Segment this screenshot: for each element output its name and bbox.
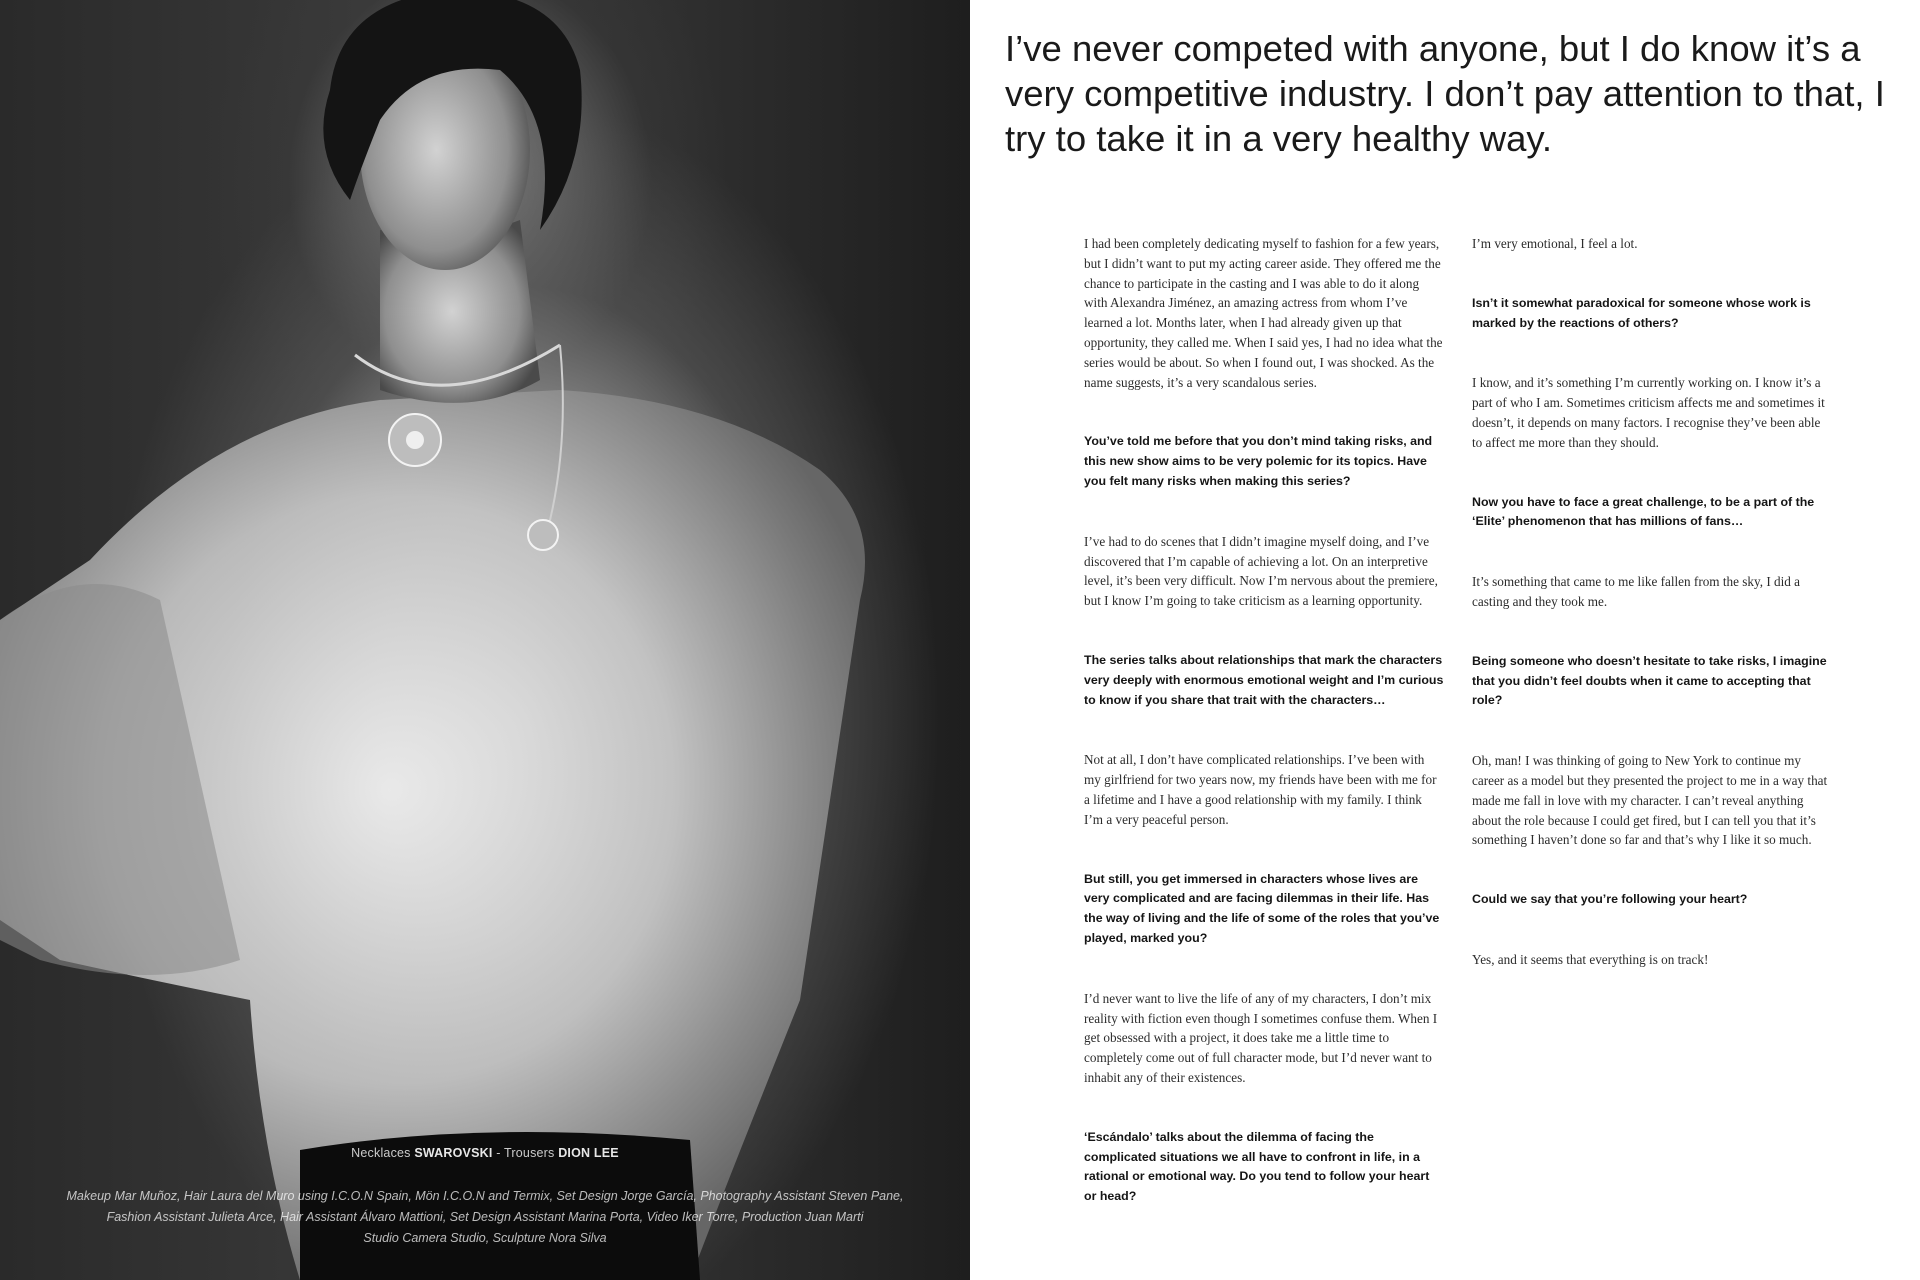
- crew-credit-line: Makeup Mar Muñoz, Hair Laura del Muro using I.C.O.N Spain, Mön I.C.O.N and Termix, Set Design Jorge García, Photography Assistant Steven Pane,: [66, 1189, 904, 1203]
- interview-answer: I’ve had to do scenes that I didn’t imagine myself doing, and I’ve discovered that I’m capable of achieving a lot. On an interpretive level, it’s been very difficult. Now I’m nervous about the premiere, but I know I’m going to take criticism as a learning opportunity.: [1084, 533, 1438, 609]
- interview-question: Now you have to face a great challenge, to be a part of the ‘Elite’ phenomenon that has millions of fans…: [1472, 494, 1815, 529]
- interview-answer: Yes, and it seems that everything is on track!: [1472, 951, 1709, 967]
- trousers-label: Trousers: [504, 1146, 555, 1160]
- interview-answer: I’d never want to live the life of any of my characters, I don’t mix reality with fiction even though I sometimes confuse them. When I get obsessed with a project, it does take me a little time to completely come out of full character mode, but I’d never want to inhabit any of their existences.: [1084, 990, 1438, 1085]
- interview-question: Isn’t it somewhat paradoxical for someone whose work is marked by the reactions of others?: [1472, 295, 1811, 330]
- interview-question: Could we say that you’re following your heart?: [1472, 892, 1748, 907]
- interview-answer: Oh, man! I was thinking of going to New York to continue my career as a model but they presented the project to me in a way that made me fall in love with my character. I can’t reveal anything about the role because I could get fired, but I can tell you that it’s something I haven’t done so far and that’s why I like it so much.: [1472, 753, 1828, 848]
- necklaces-brand: SWAROVSKI: [414, 1146, 493, 1160]
- crew-credit-line: Studio Camera Studio, Sculpture Nora Silva: [363, 1231, 607, 1245]
- interview-answer: I’m very emotional, I feel a lot.: [1472, 236, 1638, 251]
- interview-question: You’ve told me before that you don’t mind taking risks, and this new show aims to be very polemic for its topics. Have you felt many risks when making this series?: [1084, 434, 1433, 488]
- interview-answer: I know, and it’s something I’m currently working on. I know it’s a part of who I am. Sometimes criticism affects me and sometimes it doesn’t, it depends on many factors. I recognise they’ve been able to affect me more than they should.: [1472, 375, 1825, 450]
- trousers-brand: DION LEE: [558, 1146, 619, 1160]
- interview-answer: Not at all, I don’t have complicated relationships. I’ve been with my girlfriend for two years now, my friends have been with me for a lifetime and I have a good relationship with my family. I think I’m a very peaceful person.: [1084, 752, 1437, 827]
- interview-question: The series talks about relationships that mark the characters very deeply with enormous emotional weight and I’m curious to know if you share that trait with the characters…: [1084, 652, 1444, 707]
- crew-credits: [40, 1186, 930, 1249]
- crew-credit-line: Fashion Assistant Julieta Arce, Hair Assistant Álvaro Mattioni, Set Design Assistant Marina Porta, Video Iker Torre, Production Juan Marti: [106, 1210, 864, 1224]
- interview-question: Being someone who doesn’t hesitate to take risks, I imagine that you didn’t feel doubts when it came to accepting that role?: [1472, 653, 1827, 708]
- interview-question: But still, you get immersed in characters whose lives are very complicated and are facing dilemmas in their life. Has the way of living and the life of some of the roles that you’ve played, marked you?: [1084, 871, 1440, 945]
- necklaces-label: Necklaces: [351, 1146, 411, 1160]
- interview-question: ‘Escándalo’ talks about the dilemma of facing the complicated situations we all have to confront in life, in a rational or emotional way. Do you tend to follow your heart or head?: [1084, 1129, 1430, 1204]
- interview-column-left: [1084, 234, 1444, 1247]
- interview-column-right: [1472, 234, 1832, 1010]
- pull-quote: I’ve never competed with anyone, but I do know it’s a very competitive industry. I don’t pay attention to that, I try to take it in a very healthy way.: [1005, 28, 1885, 159]
- interview-answer: It’s something that came to me like fallen from the sky, I did a casting and they took me.: [1472, 574, 1801, 609]
- wardrobe-credit: [0, 1146, 970, 1160]
- credit-separator: -: [496, 1146, 501, 1160]
- interview-answer: I had been completely dedicating myself to fashion for a few years, but I didn’t want to put my acting career aside. They offered me the chance to participate in the casting and I was able to do it along with Alexandra Jiménez, an amazing actress from whom I’ve learned a lot. Months later, when I had already given up that opportunity, they called me. When I said yes, I had no idea what the series would be about. So when I found out, I was shocked. As the name suggests, it’s a very scandalous series.: [1084, 236, 1443, 390]
